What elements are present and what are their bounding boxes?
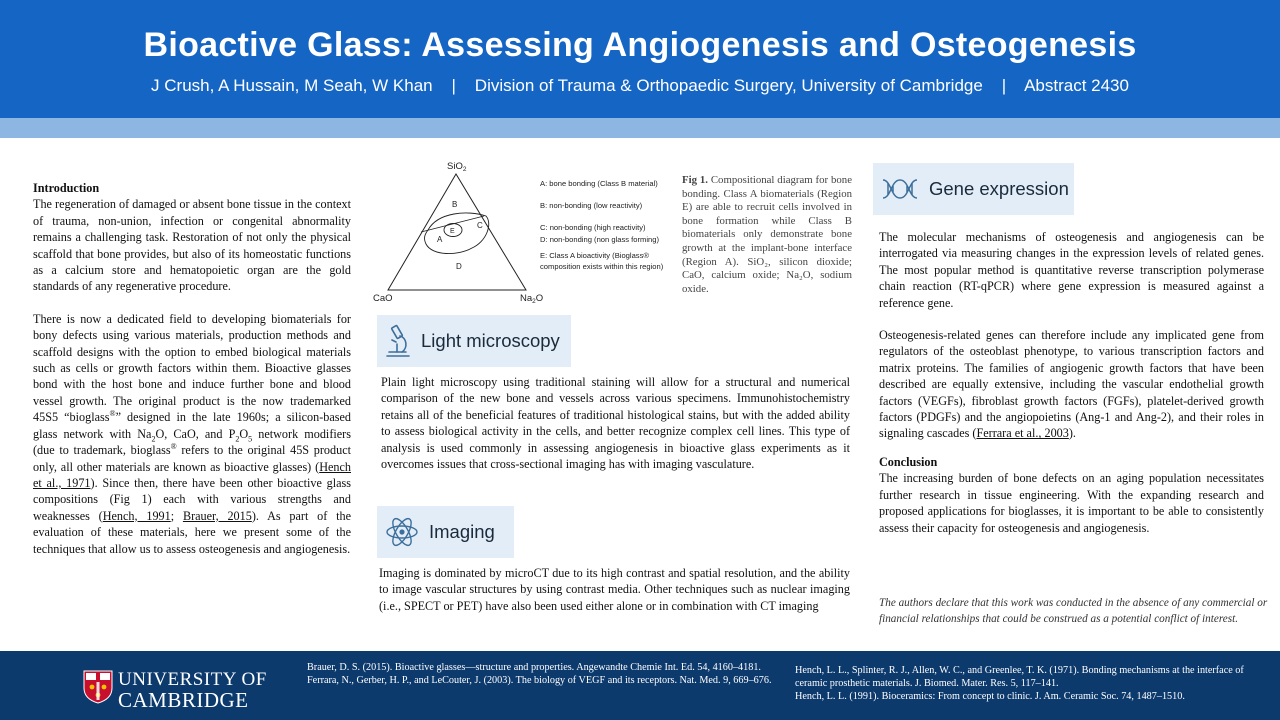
conclusion-heading: Conclusion: [879, 454, 938, 469]
introduction-paragraph-2: There is now a dedicated field to developing biomaterials for bony defects using various materials, production methods and scaffold designs with the option to embed biological materials such as cells or growth factors within them. Bioactive glasses bond with the host bone and induce further bone and blood vessel growth. The original product is the now trademarked 45S5 “bioglass®” designed in the late 1960s; a silicon-based glass network with $Na_2O$, CaO, and $P_2O_5$ network modifiers (due to trademark, bioglass® refers to the original 45S product only, all other materials are known as bioactive glasses) (Hench et al., 1971). Since then, there have been other bioactive glass compositions (Fig 1) each with various strengths and weaknesses (Hench, 1991; Brauer, 2015). As part of the evaluation of these materials, here we present some of the techniques that allow us to assess osteogenesis and angiogenesis.: [33, 311, 352, 556]
reference-link-ferrara-2003[interactable]: Ferrara et al., 2003: [976, 426, 1069, 441]
header-stripe: [0, 118, 1280, 138]
poster-title: Bioactive Glass: Assessing Angiogenesis and Osteogenesis: [143, 26, 1137, 64]
university-wordmark: UNIVERSITY OF CAMBRIDGE: [118, 669, 267, 712]
paragraph-spacer: [33, 295, 351, 311]
gene-expression-paragraph-1: The molecular mechanisms of osteogenesis and angiogenesis can be interrogated via measuring changes in the expression levels of related genes. The most popular method is quantitative reverse transcription polymerase chain reaction (RT-qPCR) where gene expression is measured against a reference gene.: [879, 230, 1264, 310]
poster-subtitle: J Crush, A Hussain, M Seah, W Khan | Division of Trauma & Orthopaedic Surgery, University of Cambridge | Abstract 2430: [151, 76, 1129, 95]
reference-ferrara: Ferrara, N., Gerber, H. P., and LeCouter, J. (2003). The biology of VEGF and its receptors. Nat. Med. 9, 669–676.: [307, 675, 772, 687]
gene-expression-header: [873, 163, 1074, 215]
reference-brauer: Brauer, D. S. (2015). Bioactive glasses—structure and properties. Angewandte Chemie Int. Ed. 54, 4160–4181.: [307, 662, 761, 673]
microscope-icon: [385, 324, 411, 358]
diagram-legend-1: A: bone bonding (Class B material): [540, 179, 658, 188]
paragraph-spacer: [879, 442, 1264, 454]
dna-icon: [881, 176, 919, 202]
imaging-header: [377, 506, 514, 558]
diagram-label-sio2: SiO$_2$: [447, 161, 467, 173]
paragraph-spacer: [879, 311, 1264, 327]
gene-expression-body: [879, 229, 1264, 536]
diagram-legend-3: C: non-bonding (high reactivity): [540, 223, 646, 232]
references-left: [307, 661, 777, 687]
diagram-region-a-label: A: [437, 235, 443, 244]
conclusion-body: The increasing burden of bone defects on an aging population necessitates further research in tissue engineering. With the expanding research and proposed applications for bioglasses, it is important to be able to consistently assess their capacity for osteogenesis and angiogenesis.: [879, 471, 1264, 535]
light-microscopy-title: Light microscopy: [421, 330, 560, 351]
reference-hench-1971: Hench, L. L., Splinter, R. J., Allen, W. C., and Greenlee, T. K. (1971). Bonding mechanisms at the interface of ceramic prosthetic materials. J. Biomed. Mater. Res. 5, 117–141.: [795, 665, 1244, 690]
figure-caption: Fig 1. Compositional diagram for bone bonding. Class A biomaterials (Region E) are able to recruit cells involved in bone formation while Class B biomaterials only demonstrate bone growth at the implant-bone interface (Region A). SiO₂, silicon dioxide; CaO, calcium oxide; Na₂O, sodium oxide.: [682, 174, 852, 295]
introduction-heading: Introduction: [33, 181, 100, 195]
poster-header: [0, 0, 1280, 118]
diagram-legend-5: E: Class A bioactivity (Bioglass®: [540, 251, 649, 260]
imaging-title: Imaging: [429, 521, 495, 542]
diagram-region-c-label: C: [477, 221, 483, 230]
compositional-diagram: [368, 152, 680, 308]
conflict-of-interest-statement: The authors declare that this work was conducted in the absence of any commercial or financial relationships that could be construed as a potential conflict of interest.: [879, 597, 1268, 625]
diagram-legend-2: B: non-bonding (low reactivity): [540, 201, 643, 210]
university-crest-icon: [83, 670, 113, 704]
atom-icon: [385, 515, 419, 549]
diagram-legend-6: composition exists within this region): [540, 262, 664, 271]
light-microscopy-header: [377, 315, 571, 367]
diagram-region-b-label: B: [452, 200, 458, 209]
diagram-region-a-boundary: [425, 213, 489, 254]
reference-link-brauer-2015[interactable]: Brauer, 2015: [182, 508, 252, 523]
diagram-label-cao: CaO: [373, 293, 393, 304]
reference-link-hench-1971[interactable]: Hench et al., 1971: [33, 459, 351, 490]
diagram-label-na2o: $Na_2O$: [520, 293, 544, 305]
reference-link-hench-1991[interactable]: Hench, 1991: [102, 508, 171, 523]
introduction-paragraph-1: The regeneration of damaged or absent bone tissue in the context of trauma, non-union, infection or congenital abnormality remains a challenging task. Restoration of not only the physical scaffold that bone provides, but also of its homeostatic functions as a calcium store and hematopoietic organ are the gold standards of any regenerative procedure.: [33, 197, 351, 294]
diagram-legend-4: D: non-bonding (non glass forming): [540, 235, 660, 244]
gene-expression-title: Gene expression: [929, 178, 1069, 199]
references-right: [795, 664, 1255, 704]
diagram-region-d-label: D: [456, 262, 462, 271]
introduction-section: [33, 180, 351, 557]
diagram-region-e-label: E: [450, 228, 455, 235]
imaging-body: Imaging is dominated by microCT due to its high contrast and spatial resolution, and the ability to image vascular structures by using contrast media. Other techniques such as nuclear imaging (i.e., SPECT or PET) have also been used either alone or in combination with CT imaging: [379, 566, 850, 613]
reference-hench-1991: Hench, L. L. (1991). Bioceramics: From concept to clinic. J. Am. Ceramic Soc. 74, 1487–1510.: [795, 691, 1185, 703]
diagram-triangle: [388, 174, 526, 290]
gene-expression-paragraph-2: Osteogenesis-related genes can therefore include any implicated gene from regulators of the osteoblast phenotype, to various transcription factors and matrix proteins. The families of angiogenic growth factors that have been described are equally extensive, including the vascular endothelial growth factors (VEGFs), fibroblast growth factors (FGFs), platelet-derived growth factors (PDGFs) and the angiopoietins (Ang-1 and Ang-2), and their roles in signaling cascades (Ferrara et al., 2003).: [879, 328, 1264, 441]
light-microscopy-body: Plain light microscopy using traditional staining will allow for a structural and numerical comparison of the new bone and vessels across various specimens. Immunohistochemistry retains all of the beneficial features of traditional histological stains, but with the added ability to assess biological activity in the cells, and better recognize complex cell lines. This type of analysis is used commonly in assessing angiogenesis in bioactive glass experiments as it overcomes issues that cross-sectional imaging has with imaging vasculature.: [381, 375, 850, 472]
